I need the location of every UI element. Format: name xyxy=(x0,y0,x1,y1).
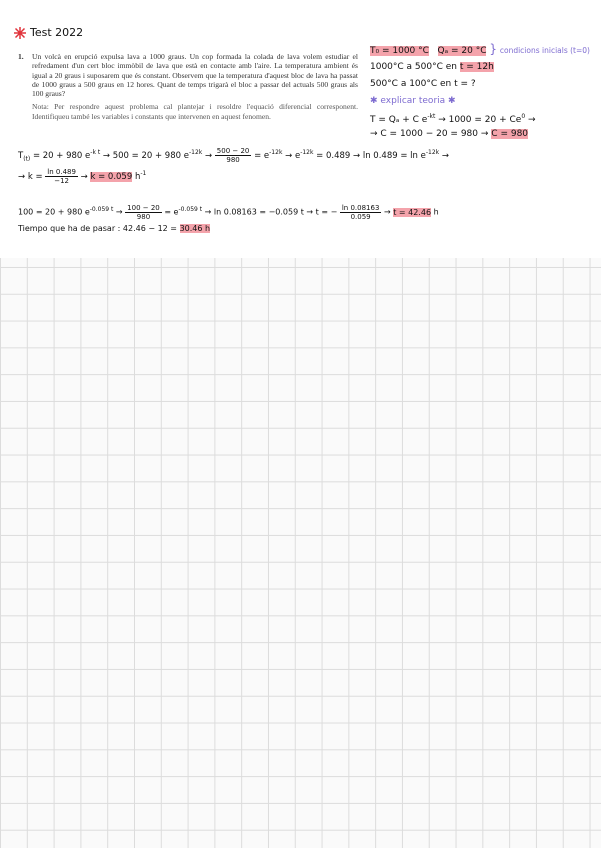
equation-1-exp: -kt xyxy=(427,113,436,120)
d1-a: T xyxy=(18,150,24,161)
problem-text: Un volcà en erupció expulsa lava a 1000 graus. Un cop formada la colada de lava volem estudiar el refredament d'un cert bloc immòbil de lava que està en contacte amb l'aire. La temperatura ambient és igual a 20 graus i suposarem que és constant. Observem que la temperatura d'aquest bloc de lava ha passat de 1000 graus a 500 graus en 12 hores. Quant de temps trigarà el bloc a passar del actuals 500 graus als 100 graus? xyxy=(32,52,358,99)
problem-statement xyxy=(18,52,358,121)
note-line-2-highlight: t = 12h xyxy=(459,62,494,72)
problem-note: Nota: Per respondre aquest problema cal plantejar i resoldre l'equació diferencial corresponent. Identifiqueu també les variables i constants que intervenen en aquest fenomen. xyxy=(32,102,358,121)
star-icon xyxy=(14,27,26,39)
note-line-2-text: 1000°C a 500°C en xyxy=(370,62,457,72)
star-icon: ✱ xyxy=(448,96,456,106)
d3-frac2-num: ln 0.08163 xyxy=(341,203,380,212)
d3-highlight: t = 42.46 xyxy=(393,207,432,217)
d2-a: → k = xyxy=(18,171,43,182)
theory-note xyxy=(370,96,456,106)
note-line-2 xyxy=(370,62,494,72)
equation-1: T = Qₐ + C $e^{-kt} \to 1000 = 20 + Ce^0$ → xyxy=(370,113,536,125)
derivation-line-3 xyxy=(18,200,439,223)
d3-c: = e xyxy=(164,207,179,217)
d3-frac-den: 980 xyxy=(136,212,151,221)
d4-a: Tiempo que ha de pasar : 42.46 − 12 = xyxy=(18,224,178,233)
equation-2-highlight: C = 980 xyxy=(491,129,529,139)
d1-fraction xyxy=(215,147,252,164)
problem-number: 1. xyxy=(18,52,24,61)
equation-1-lhs: T = Qₐ + C e xyxy=(370,115,428,125)
d3-exp2: -0.059 t xyxy=(178,206,203,213)
d1-d: = e xyxy=(254,150,270,161)
page-title: Test 2022 xyxy=(30,26,84,39)
note-line-3: 500°C a 100°C en t = ? xyxy=(370,79,476,89)
d2-fraction xyxy=(45,168,78,185)
d1-exp: -k t xyxy=(90,149,101,156)
equation-2-text: → C = 1000 − 20 = 980 → xyxy=(370,129,489,139)
d1-exp4: -12k xyxy=(300,149,314,156)
d3-d: → ln 0.08163 = −0.059 t → t = − xyxy=(204,207,338,217)
d1-frac-num: 500 − 20 xyxy=(216,146,250,155)
d1-frac-den: 980 xyxy=(226,155,240,164)
d3-frac-num: 100 − 20 xyxy=(127,203,160,212)
d3-b: → xyxy=(115,207,123,217)
equation-2 xyxy=(370,129,528,139)
derivation-line-4 xyxy=(18,224,210,233)
d1-c: → 500 = 20 + 980 e xyxy=(102,150,189,161)
d1-exp5: -12k xyxy=(425,149,440,156)
d1-exp3: -12k xyxy=(269,149,283,156)
d1-f: = 0.489 → ln 0.489 = ln e xyxy=(316,150,426,161)
d2-b: → xyxy=(80,171,88,182)
initial-Ta: Qₐ = 20 °C xyxy=(437,46,487,56)
d1-g: → xyxy=(441,150,449,161)
d3-fraction-2 xyxy=(340,204,382,221)
d3-unit: h xyxy=(433,207,439,217)
theory-text: explicar teoria xyxy=(380,96,446,106)
d1-b: = 20 + 980 e xyxy=(32,150,91,161)
d2-frac-num: ln 0.489 xyxy=(47,167,76,176)
d1-exp2: -12k xyxy=(188,149,203,156)
initial-label: condicions inicials (t=0) xyxy=(499,46,590,55)
d1-e: → e xyxy=(285,150,301,161)
d2-highlight: k = 0.059 xyxy=(90,171,133,182)
d3-e: → xyxy=(383,207,391,217)
derivation-line-1: $T_{(t)} = 20 + 980$ $e^{-k t} \to 500 = 20 + 980$ $e^{-12k}$ → $\frac{500 - 20}{980}$ = $e^{-12k} \to e^{-12k} = 0.489 \to \ln 0.489 = \ln e^{-12k}$ → xyxy=(18,146,449,164)
d2-frac-den: −12 xyxy=(54,176,69,185)
d2-unit-exp: -1 xyxy=(140,170,147,177)
d2-unit: h xyxy=(134,171,141,182)
initial-conditions: T₀ = 1000 °C Qₐ = 20 °C } condicions inicials (t=0) xyxy=(370,42,590,56)
d1-sub: (t) xyxy=(23,155,31,163)
derivation-line-2 xyxy=(18,164,146,187)
d3-exp: -0.059 t xyxy=(89,206,114,213)
equation-1-exp2: 0 xyxy=(521,113,526,120)
d3-fraction xyxy=(125,204,162,221)
d3-frac2-den: 0.059 xyxy=(350,212,371,221)
initial-T0: T₀ = 1000 °C xyxy=(370,46,429,56)
d4-highlight: 30.46 h xyxy=(179,224,211,233)
star-icon: ✱ xyxy=(370,96,378,106)
equation-1-rest: → 1000 = 20 + Ce xyxy=(438,115,522,125)
d3-a: 100 = 20 + 980 e xyxy=(18,207,90,217)
